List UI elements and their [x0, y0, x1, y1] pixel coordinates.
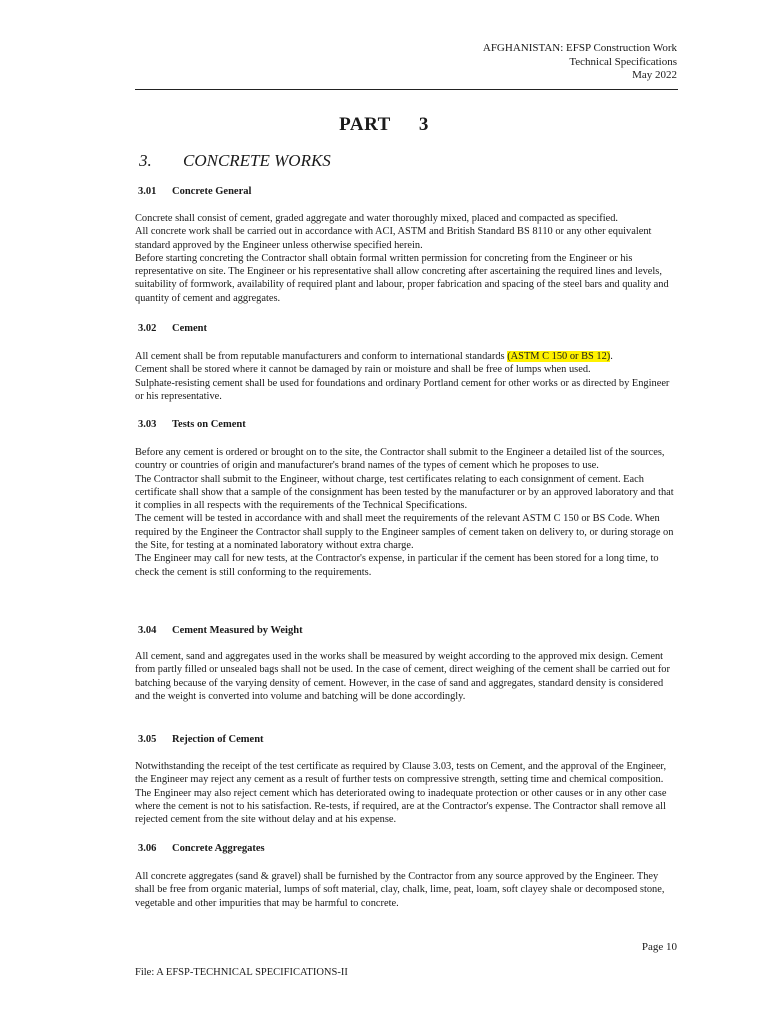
section-body — [135, 870, 680, 910]
section-body — [135, 760, 680, 826]
section-title: Concrete General — [172, 186, 252, 197]
paragraph: Cement shall be stored where it cannot be damaged by rain or moisture and shall be free of lumps when used. — [135, 364, 591, 376]
header-line-3: May 2022 — [632, 69, 677, 81]
section-number: 3.03 — [138, 419, 157, 430]
header-divider — [135, 89, 678, 90]
section-heading — [138, 185, 680, 198]
page-number: Page 10 — [641, 941, 677, 953]
section-title: Cement — [172, 323, 207, 334]
page-header — [483, 42, 677, 83]
section-number: 3.06 — [138, 843, 157, 854]
section-number: 3.04 — [138, 625, 157, 636]
chapter-number: 3. — [139, 151, 152, 170]
section-heading — [138, 842, 680, 855]
paragraph-text: All cement shall be from reputable manufacturers and conform to international standards — [135, 351, 508, 362]
chapter-heading: CONCRETE WORKS — [183, 151, 331, 170]
section-3-05 — [135, 733, 680, 826]
section-number: 3.05 — [138, 734, 157, 745]
section-heading — [138, 322, 680, 335]
section-body — [135, 350, 680, 403]
header-line-2: Technical Specifications — [569, 55, 677, 68]
section-title: Concrete Aggregates — [172, 843, 265, 854]
part-number: 3 — [418, 114, 429, 135]
paragraph: All cement, sand and aggregates used in the works shall be measured by weight according to the approved mix design. Cement from partly filled or unsealed bags shall not be used. In the case of cement, direct weighing of the cement shall be carried out for batching because of the varying density of cement. However, in the case of sand and aggregates, standard density is considered and the weight is converted into volume and batching will be done accordingly. — [135, 651, 670, 702]
chapter-title — [139, 151, 331, 171]
section-number: 3.02 — [138, 323, 157, 334]
paragraph: All concrete aggregates (sand & gravel) shall be furnished by the Contractor from any source approved by the Engineer. They shall be free from organic material, lumps of soft material, clay, chalk, lime, peat, loam, soft clayey shale or decomposed stone, vegetable and other impurities that may be harmful to concrete. — [135, 871, 665, 909]
section-body — [135, 446, 680, 579]
section-3-04 — [135, 624, 680, 703]
paragraph: Before any cement is ordered or brought on to the site, the Contractor shall submit to the Engineer a detailed list of the sources, country or countries of origin and manufacturer's brand names of the types of cement which he proposes to use. — [135, 447, 665, 472]
section-3-02 — [135, 322, 680, 403]
paragraph: The cement will be tested in accordance with and shall meet the requirements of the relevant ASTM C 150 or BS Code. When required by the Engineer the Contractor shall supply to the Engineer samples of cement taken on delivery to, or during storage on the Site, for testing at a nominated laboratory without extra charge. — [135, 513, 674, 552]
paragraph: Before starting concreting the Contractor shall obtain formal written permission for concreting from the Engineer or his representative on site. The Engineer or his representative shall allow concreting after ascertaining the required lines and levels, suitability of formwork, availability of required plant and labour, proper fabrication and spacing of the steel bars and quality and quantity of cement and aggregates. — [135, 252, 669, 304]
paragraph-text: . — [610, 351, 613, 362]
section-body — [135, 212, 680, 305]
section-3-01 — [135, 185, 680, 305]
section-body — [135, 650, 680, 703]
section-heading — [138, 733, 680, 746]
section-3-03 — [135, 418, 680, 579]
section-heading — [138, 624, 680, 637]
header-line-1: AFGHANISTAN: EFSP Construction Work — [482, 42, 677, 54]
paragraph: The Engineer may call for new tests, at the Contractor's expense, in particular if the cement has been stored for a long time, to check the cement is still conforming to the requirements. — [135, 553, 659, 578]
paragraph: The Contractor shall submit to the Engineer, without charge, test certificates relating to each consignment of cement. Each certificate shall show that a sample of the consignment has been tested by the manufacturer or by an approved laboratory and that it complies in all respects with the requirements of the Technical Specifications. — [135, 473, 674, 512]
section-heading — [138, 418, 680, 431]
paragraph: Sulphate-resisting cement shall be used for foundations and ordinary Portland cement for other works or as directed by Engineer or his representative. — [135, 377, 670, 402]
section-title: Tests on Cement — [172, 419, 246, 430]
part-title — [0, 114, 768, 136]
footer-filename: File: A EFSP-TECHNICAL SPECIFICATIONS-II — [135, 967, 348, 978]
paragraph: Notwithstanding the receipt of the test certificate as required by Clause 3.03, tests on Cement, and the approval of the Engineer, the Engineer may reject any cement as a result of further tests on compressive strength, setting time and chemical composition. The Engineer may also reject cement which has deteriorated owing to inadequate protection or other causes or in any other case where the cement is not to his satisfaction. Re-tests, if required, are at the Contractor's expense. The Contractor shall remove all rejected cement from the site without delay and at his expense. — [135, 761, 667, 826]
section-title: Rejection of Cement — [172, 734, 264, 745]
paragraph — [135, 350, 680, 363]
paragraph: All concrete work shall be carried out in accordance with ACI, ASTM and British Standard BS 8110 or any other equivalent standard approved by the Engineer unless otherwise specified herein. — [135, 226, 652, 251]
highlighted-standard: (ASTM C 150 or BS 12) — [507, 351, 611, 362]
section-3-06 — [135, 842, 680, 910]
paragraph: Concrete shall consist of cement, graded aggregate and water thoroughly mixed, placed and compacted as specified. — [135, 213, 618, 224]
section-number: 3.01 — [138, 186, 157, 197]
part-label: PART — [339, 114, 391, 135]
section-title: Cement Measured by Weight — [172, 625, 303, 636]
